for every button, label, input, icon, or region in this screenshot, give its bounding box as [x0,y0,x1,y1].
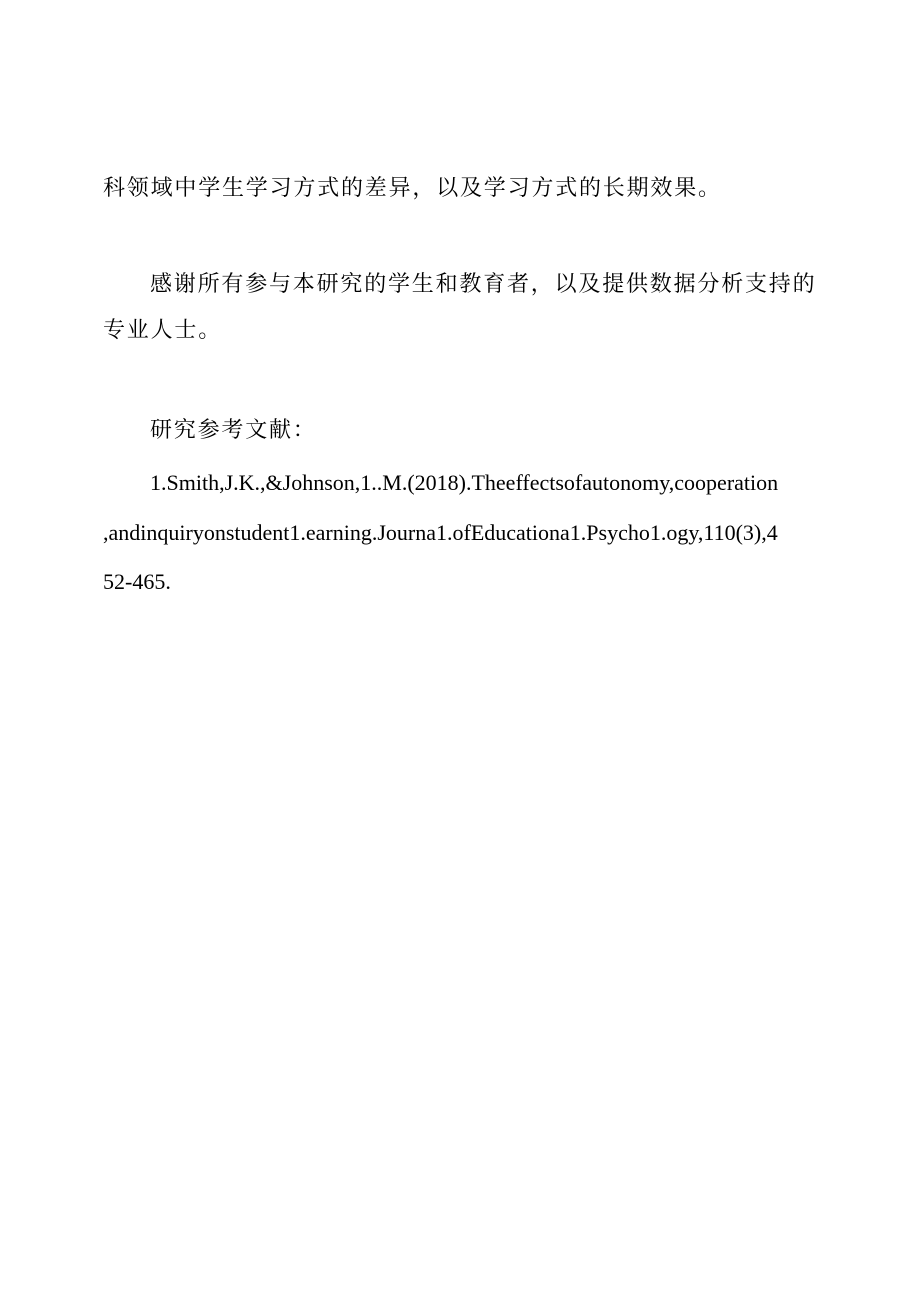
paragraph-1-line-1: 科领域中学生学习方式的差异，以及学习方式的长期效果。 [103,176,722,201]
reference-1-line-2: ,andinquiryonstudent1.earning.Journa1.ofEducationa1.Psycho1.ogy,110(3),4 [103,520,778,545]
references-heading: 研究参考文献： [150,418,317,443]
reference-1-line-1: 1.Smith,J.K.,&Johnson,1..M.(2018).Theeffectsofautonomy,cooperation [150,470,779,495]
paragraph-2-line-2: 专业人士。 [103,318,223,343]
reference-1-line-3: 52-465. [103,569,171,594]
paragraph-2-line-1: 感谢所有参与本研究的学生和教育者，以及提供数据分析支持的 [150,272,817,297]
